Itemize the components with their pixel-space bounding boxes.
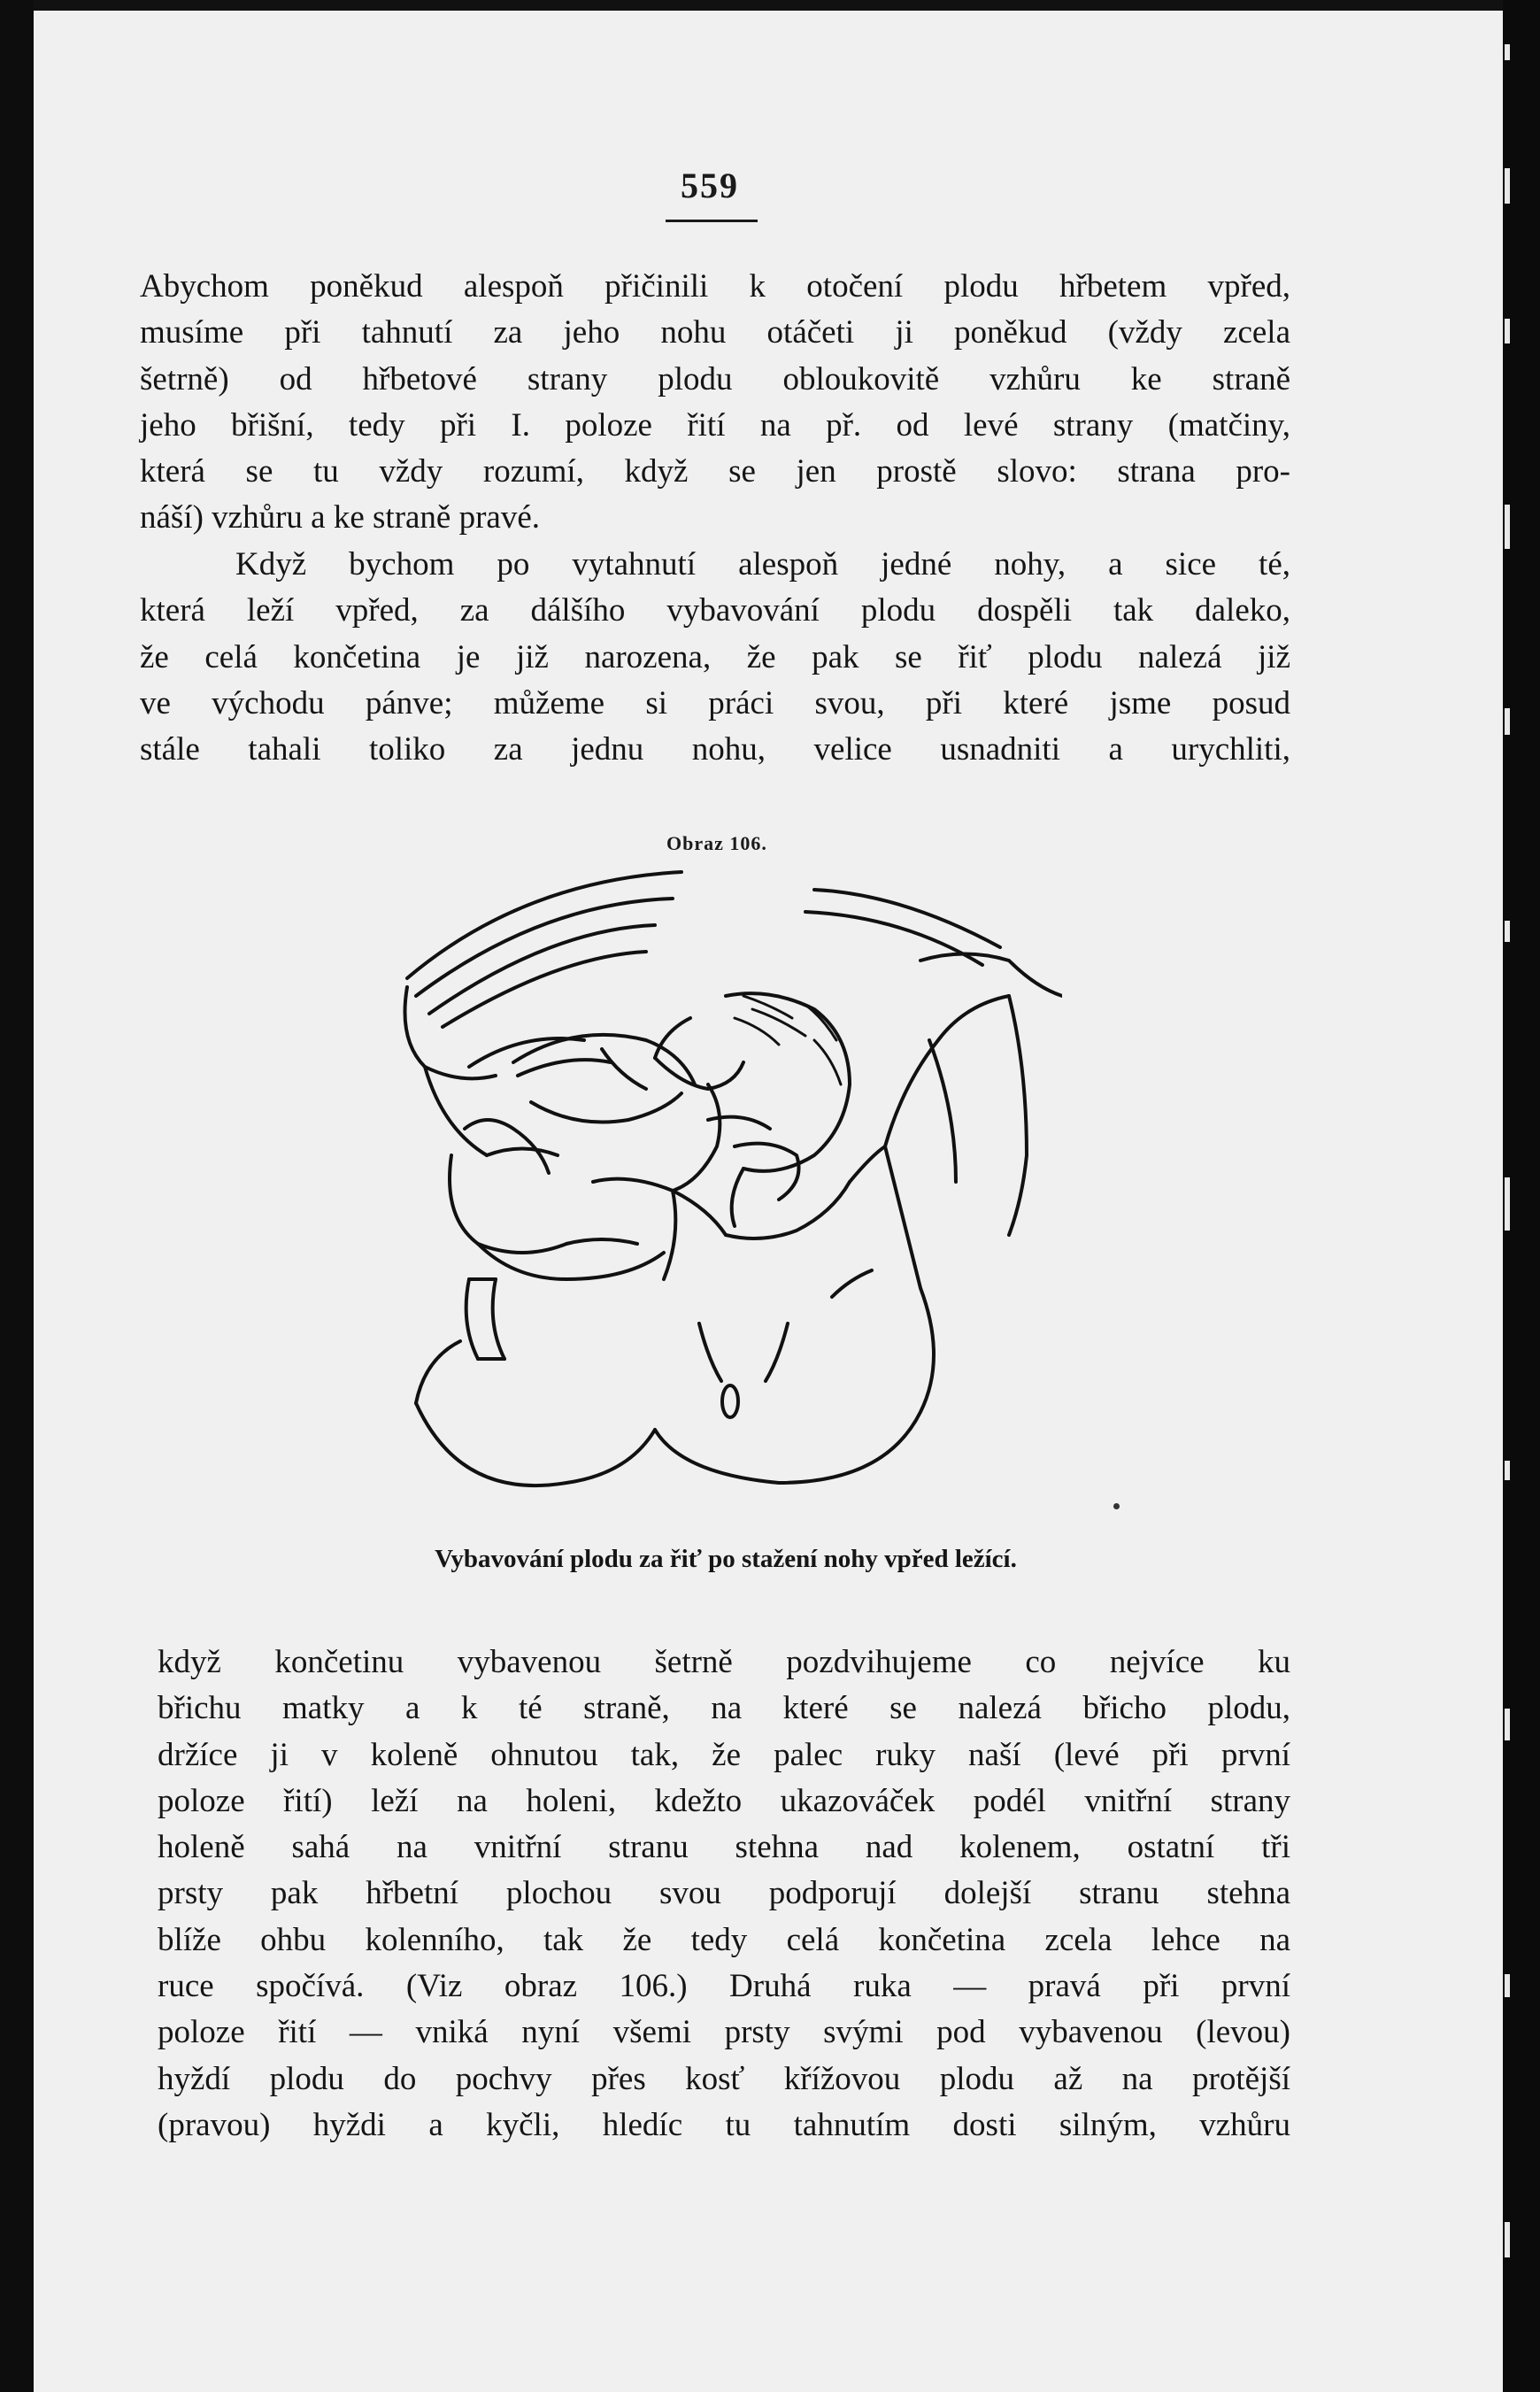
text-line: stále tahali toliko za jednu nohu, velice usnadniti a urychliti, — [140, 731, 1290, 768]
text-line: ve východu pánve; můžeme si práci svou, při které jsme posud — [140, 684, 1290, 721]
speck — [1113, 1503, 1120, 1509]
text-line: musíme při tahnutí za jeho nohu otáčeti ji poněkud (vždy zcela — [140, 314, 1290, 351]
page-number-underline — [666, 220, 758, 222]
paragraph-1 — [140, 264, 1290, 542]
text-line: Když bychom po vytahnutí alespoň jedné nohy, a sice té, — [235, 546, 1290, 583]
text-line: blíže ohbu kolenního, tak že tedy celá končetina zcela lehce na — [158, 1921, 1290, 1958]
figure-label: Obraz 106. — [666, 832, 767, 854]
text-line: Abychom poněkud alespoň přičinili k otočení plodu hřbetem vpřed, — [140, 268, 1290, 305]
page-number: 559 — [681, 166, 739, 205]
text-line: držíce ji v koleně ohnutou tak, že palec ruky naší (levé při první — [158, 1736, 1290, 1773]
page-edge-marks — [1505, 27, 1517, 2364]
figure-illustration — [389, 863, 1062, 1501]
text-line: která se tu vždy rozumí, když se jen prostě slovo: strana pro- — [140, 453, 1290, 490]
text-line: ruce spočívá. (Viz obraz 106.) Druhá ruka — pravá při první — [158, 1968, 1290, 2005]
text-line: která leží vpřed, za dálšího vybavování plodu dospěli tak daleko, — [140, 592, 1290, 629]
paragraph-2 — [140, 542, 1290, 773]
text-line: že celá končetina je již narozena, že pak se řiť plodu nalezá již — [140, 638, 1290, 675]
text-line: poloze řití — vniká nyní všemi prsty svými pod vybavenou (levou) — [158, 2014, 1290, 2051]
text-line: když končetinu vybavenou šetrně pozdvihujeme co nejvíce ku — [158, 1644, 1290, 1680]
paragraph-3 — [158, 1640, 1290, 2149]
text-line: (pravou) hyždi a kyčli, hledíc tu tahnutím dosti silným, vzhůru — [158, 2106, 1290, 2143]
text-line: šetrně) od hřbetové strany plodu obloukovitě vzhůru ke straně — [140, 360, 1290, 397]
text-line: hyždí plodu do pochvy přes kosť křížovou plodu až na protější — [158, 2060, 1290, 2097]
text-line: jeho břišní, tedy při I. poloze řití na př. od levé strany (matčiny, — [140, 406, 1290, 444]
text-line: prsty pak hřbetní plochou svou podporují dolejší stranu stehna — [158, 1875, 1290, 1912]
scan-border-left — [0, 0, 34, 2392]
figure-caption: Vybavování plodu za řiť po stažení nohy vpřed ležící. — [435, 1545, 1017, 1573]
text-line: poloze řití) leží na holeni, kdežto ukazováček podél vnitřní strany — [158, 1782, 1290, 1819]
text-line: břichu matky a k té straně, na které se nalezá břicho plodu, — [158, 1690, 1290, 1727]
text-line: náší) vzhůru a ke straně pravé. — [140, 499, 541, 536]
text-line: holeně sahá na vnitřní stranu stehna nad kolenem, ostatní tři — [158, 1829, 1290, 1866]
